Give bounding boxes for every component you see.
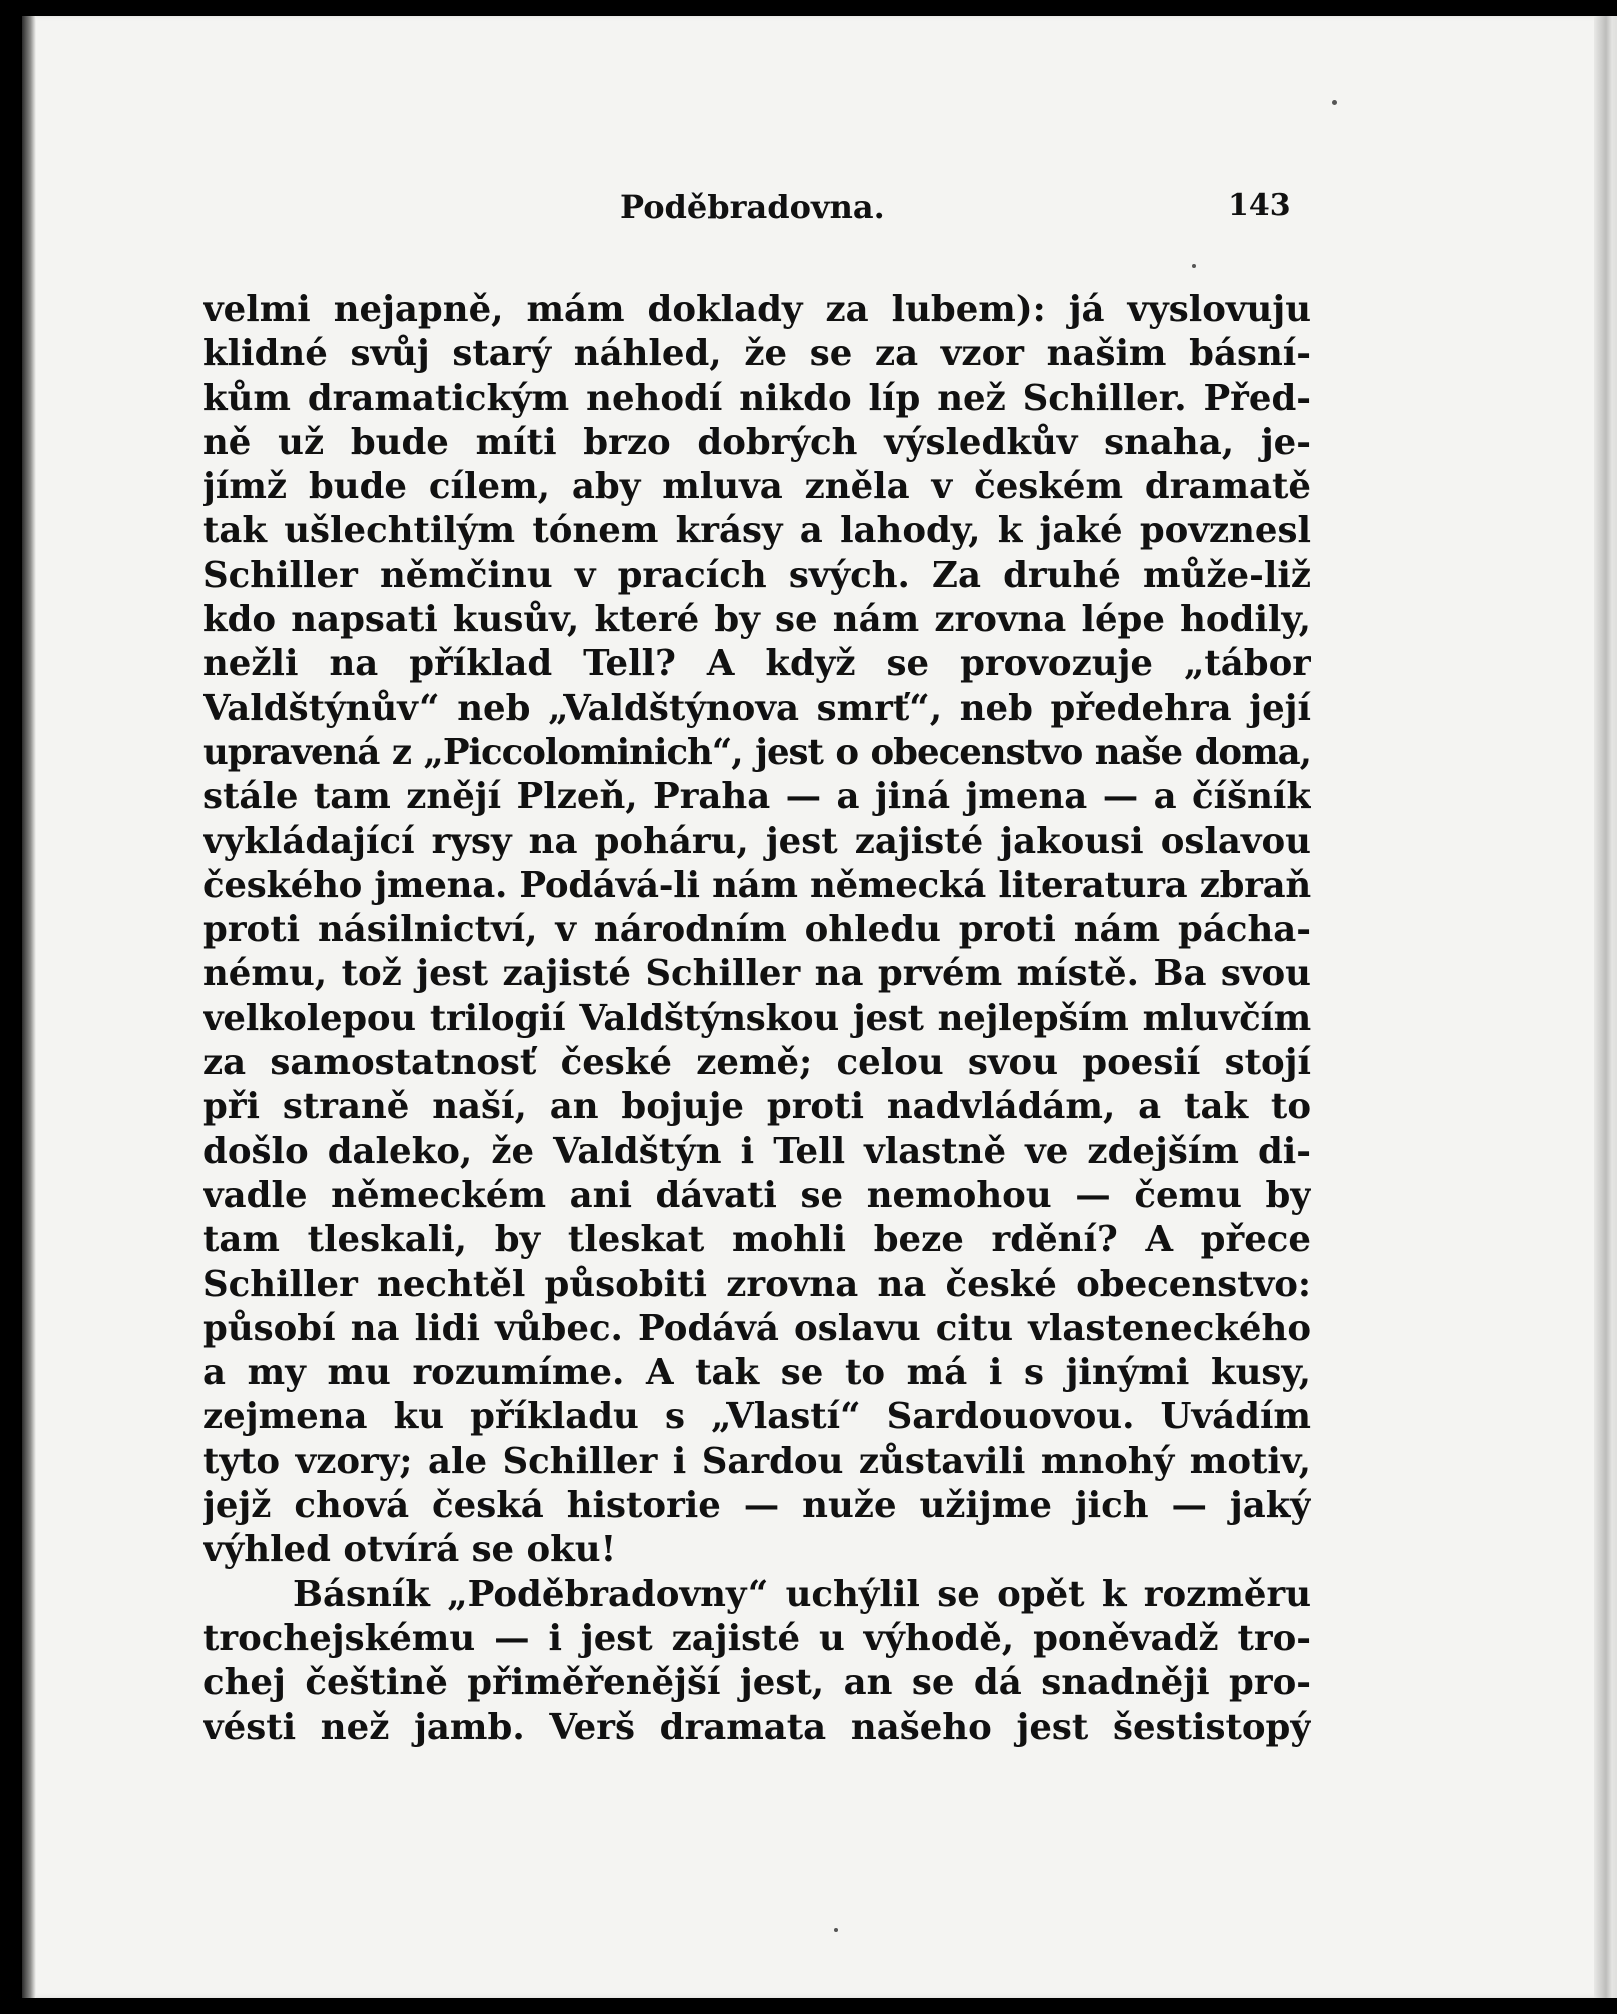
text-line: za samostatnosť české země; celou svou poesií stojí bbox=[203, 1042, 1311, 1084]
page-edge bbox=[1594, 16, 1617, 1998]
text-line: chej češtině přiměřenější jest, an se dá snadněji pro- bbox=[203, 1662, 1311, 1704]
binding-shadow bbox=[22, 16, 36, 1998]
text-line: proti násilnictví, v národním ohledu proti nám pácha- bbox=[203, 909, 1311, 951]
running-title: Poděbradovna. bbox=[620, 188, 885, 226]
text-line: kům dramatickým nehodí nikdo líp než Schiller. Před- bbox=[203, 377, 1311, 419]
text-line: Schiller nechtěl působiti zrovna na české obecenstvo: bbox=[203, 1263, 1311, 1305]
text-line: jímž bude cílem, aby mluva zněla v českém dramatě bbox=[203, 466, 1311, 508]
text-line-paragraph-start: Básník „Poděbradovny“ uchýlil se opět k rozměru bbox=[293, 1573, 1311, 1615]
text-line: tyto vzory; ale Schiller i Sardou zůstavili mnohý motiv, bbox=[203, 1440, 1311, 1482]
dust-speck bbox=[1332, 100, 1337, 105]
dust-speck bbox=[1192, 264, 1196, 268]
body-text bbox=[203, 288, 1311, 1750]
text-line: trochejskému — i jest zajisté u výhodě, poněvadž tro- bbox=[203, 1617, 1311, 1659]
paper-sheet bbox=[22, 16, 1594, 1998]
text-line: upravená z „Piccolominich“, jest o obecenstvo naše doma, bbox=[203, 731, 1311, 773]
text-line: vésti než jamb. Verš dramata našeho jest šestistopý bbox=[203, 1706, 1311, 1748]
text-line: Schiller němčinu v pracích svých. Za druhé může-liž bbox=[203, 554, 1311, 596]
text-line: působí na lidi vůbec. Podává oslavu citu vlasteneckého bbox=[203, 1307, 1311, 1349]
text-line: klidné svůj starý náhled, že se za vzor našim básní- bbox=[203, 333, 1311, 375]
text-line: ně už bude míti brzo dobrých výsledkův snaha, je- bbox=[203, 421, 1311, 463]
dust-speck bbox=[834, 1928, 838, 1932]
text-line: jejž chová česká historie — nuže užijme jich — jaký bbox=[203, 1485, 1311, 1527]
text-line: kdo napsati kusův, které by se nám zrovna lépe hodily, bbox=[203, 599, 1311, 641]
text-line: a my mu rozumíme. A tak se to má i s jinými kusy, bbox=[203, 1352, 1311, 1394]
text-line: Valdštýnův“ neb „Valdštýnova smrť“, neb předehra její bbox=[203, 687, 1311, 729]
text-line: českého jmena. Podává-li nám německá literatura zbraň bbox=[203, 864, 1311, 906]
text-line: tam tleskali, by tleskat mohli beze rdění? A přece bbox=[203, 1219, 1311, 1261]
page-number: 143 bbox=[1228, 188, 1291, 223]
text-line: při straně naší, an bojuje proti nadvládám, a tak to bbox=[203, 1086, 1311, 1128]
text-line: velmi nejapně, mám doklady za lubem): já vyslovuju bbox=[203, 289, 1311, 330]
text-line: došlo daleko, že Valdštýn i Tell vlastně ve zdejším di- bbox=[203, 1130, 1311, 1172]
text-line: tak ušlechtilým tónem krásy a lahody, k jaké povznesl bbox=[203, 510, 1311, 552]
text-line: výhled otvírá se oku! bbox=[203, 1529, 617, 1571]
text-line: zejmena ku příkladu s „Vlastí“ Sardouovou. Uvádím bbox=[203, 1396, 1311, 1438]
text-line: nému, tož jest zajisté Schiller na prvém místě. Ba svou bbox=[203, 953, 1311, 995]
text-line: nežli na příklad Tell? A když se provozuje „tábor bbox=[203, 643, 1311, 685]
text-line: vadle německém ani dávati se nemohou — čemu by bbox=[203, 1174, 1311, 1216]
text-line: velkolepou trilogií Valdštýnskou jest nejlepším mluvčím bbox=[203, 997, 1311, 1039]
text-line: stále tam znějí Plzeň, Praha — a jiná jmena — a číšník bbox=[203, 776, 1311, 818]
text-line: vykládající rysy na poháru, jest zajisté jakousi oslavou bbox=[203, 820, 1311, 862]
